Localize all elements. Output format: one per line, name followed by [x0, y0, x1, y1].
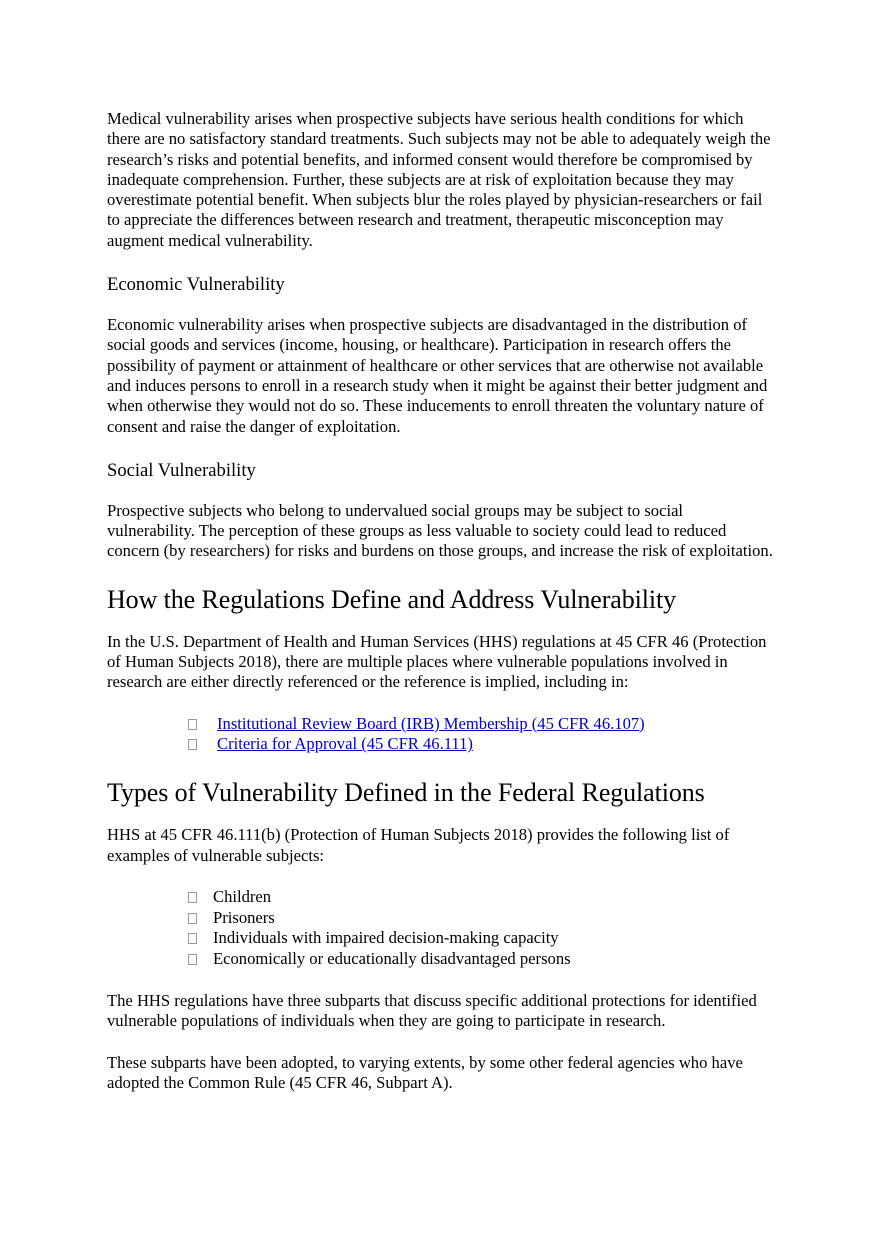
vulnerable-subject-label: Economically or educationally disadvantaged persons: [213, 949, 571, 969]
bullet-box-icon: [188, 719, 197, 730]
vulnerable-subjects-list: [107, 887, 775, 970]
list-item: [188, 887, 775, 908]
medical-vulnerability-paragraph: Medical vulnerability arises when prospective subjects have serious health conditions for which there are no satisfactory standard treatments. Such subjects may not be able to adequately weigh the research’s risks and potential benefits, and informed consent would therefore be compromised by inadequate comprehension. Further, these subjects are at risk of exploitation because they may overestimate potential benefit. When subjects blur the roles played by physician-researchers or fail to appreciate the differences between research and treatment, therapeutic misconception may augment medical vulnerability.: [107, 109, 771, 250]
vulnerable-subject-label: Children: [213, 886, 272, 906]
vulnerable-subject-label: Prisoners: [213, 907, 275, 927]
social-vulnerability-paragraph: Prospective subjects who belong to undervalued social groups may be subject to social vulnerability. The perception of these groups as less valuable to society could lead to reduced concern (by researchers) for risks and burdens on those groups, and increase the risk of exploitation.: [107, 500, 773, 561]
regulations-intro-paragraph: In the U.S. Department of Health and Human Services (HHS) regulations at 45 CFR 46 (Protection of Human Subjects 2018), there are multiple places where vulnerable populations involved in research are either directly referenced or the reference is implied, including in:: [107, 631, 767, 692]
types-heading: Types of Vulnerability Defined in the Federal Regulations: [107, 778, 705, 808]
list-item: [188, 734, 775, 755]
list-item: [188, 714, 775, 735]
list-item: [188, 949, 775, 970]
bullet-box-icon: [188, 954, 197, 965]
types-intro-paragraph: HHS at 45 CFR 46.111(b) (Protection of Human Subjects 2018) provides the following list of examples of vulnerable subjects:: [107, 825, 730, 865]
list-item: [188, 928, 775, 949]
economic-vulnerability-heading: Economic Vulnerability: [107, 274, 285, 296]
bullet-box-icon: [188, 892, 197, 903]
list-item: [188, 908, 775, 929]
regulations-heading: How the Regulations Define and Address Vulnerability: [107, 584, 676, 614]
bullet-box-icon: [188, 913, 197, 924]
economic-vulnerability-paragraph: Economic vulnerability arises when prospective subjects are disadvantaged in the distribution of social goods and services (income, housing, or healthcare). Participation in research offers the possibility of payment or attainment of healthcare or other services that are otherwise not available and induces persons to enroll in a research study when it might be against their better judgment and when otherwise they would not do so. These inducements to enroll threaten the voluntary nature of consent and raise the danger of exploitation.: [107, 315, 768, 436]
vulnerable-subject-label: Individuals with impaired decision-making capacity: [213, 928, 559, 948]
bullet-box-icon: [188, 739, 197, 750]
criteria-for-approval-link[interactable]: Criteria for Approval (45 CFR 46.111): [217, 734, 473, 754]
document-page: [107, 109, 775, 1093]
subparts-paragraph: The HHS regulations have three subparts that discuss specific additional protections for identified vulnerable populations of individuals when they are going to participate in research.: [107, 991, 757, 1031]
bullet-box-icon: [188, 933, 197, 944]
regulation-links-list: [107, 714, 775, 756]
irb-membership-link[interactable]: Institutional Review Board (IRB) Membership (45 CFR 46.107): [217, 713, 645, 733]
social-vulnerability-heading: Social Vulnerability: [107, 459, 256, 481]
common-rule-paragraph: These subparts have been adopted, to varying extents, by some other federal agencies who have adopted the Common Rule (45 CFR 46, Subpart A).: [107, 1052, 743, 1092]
